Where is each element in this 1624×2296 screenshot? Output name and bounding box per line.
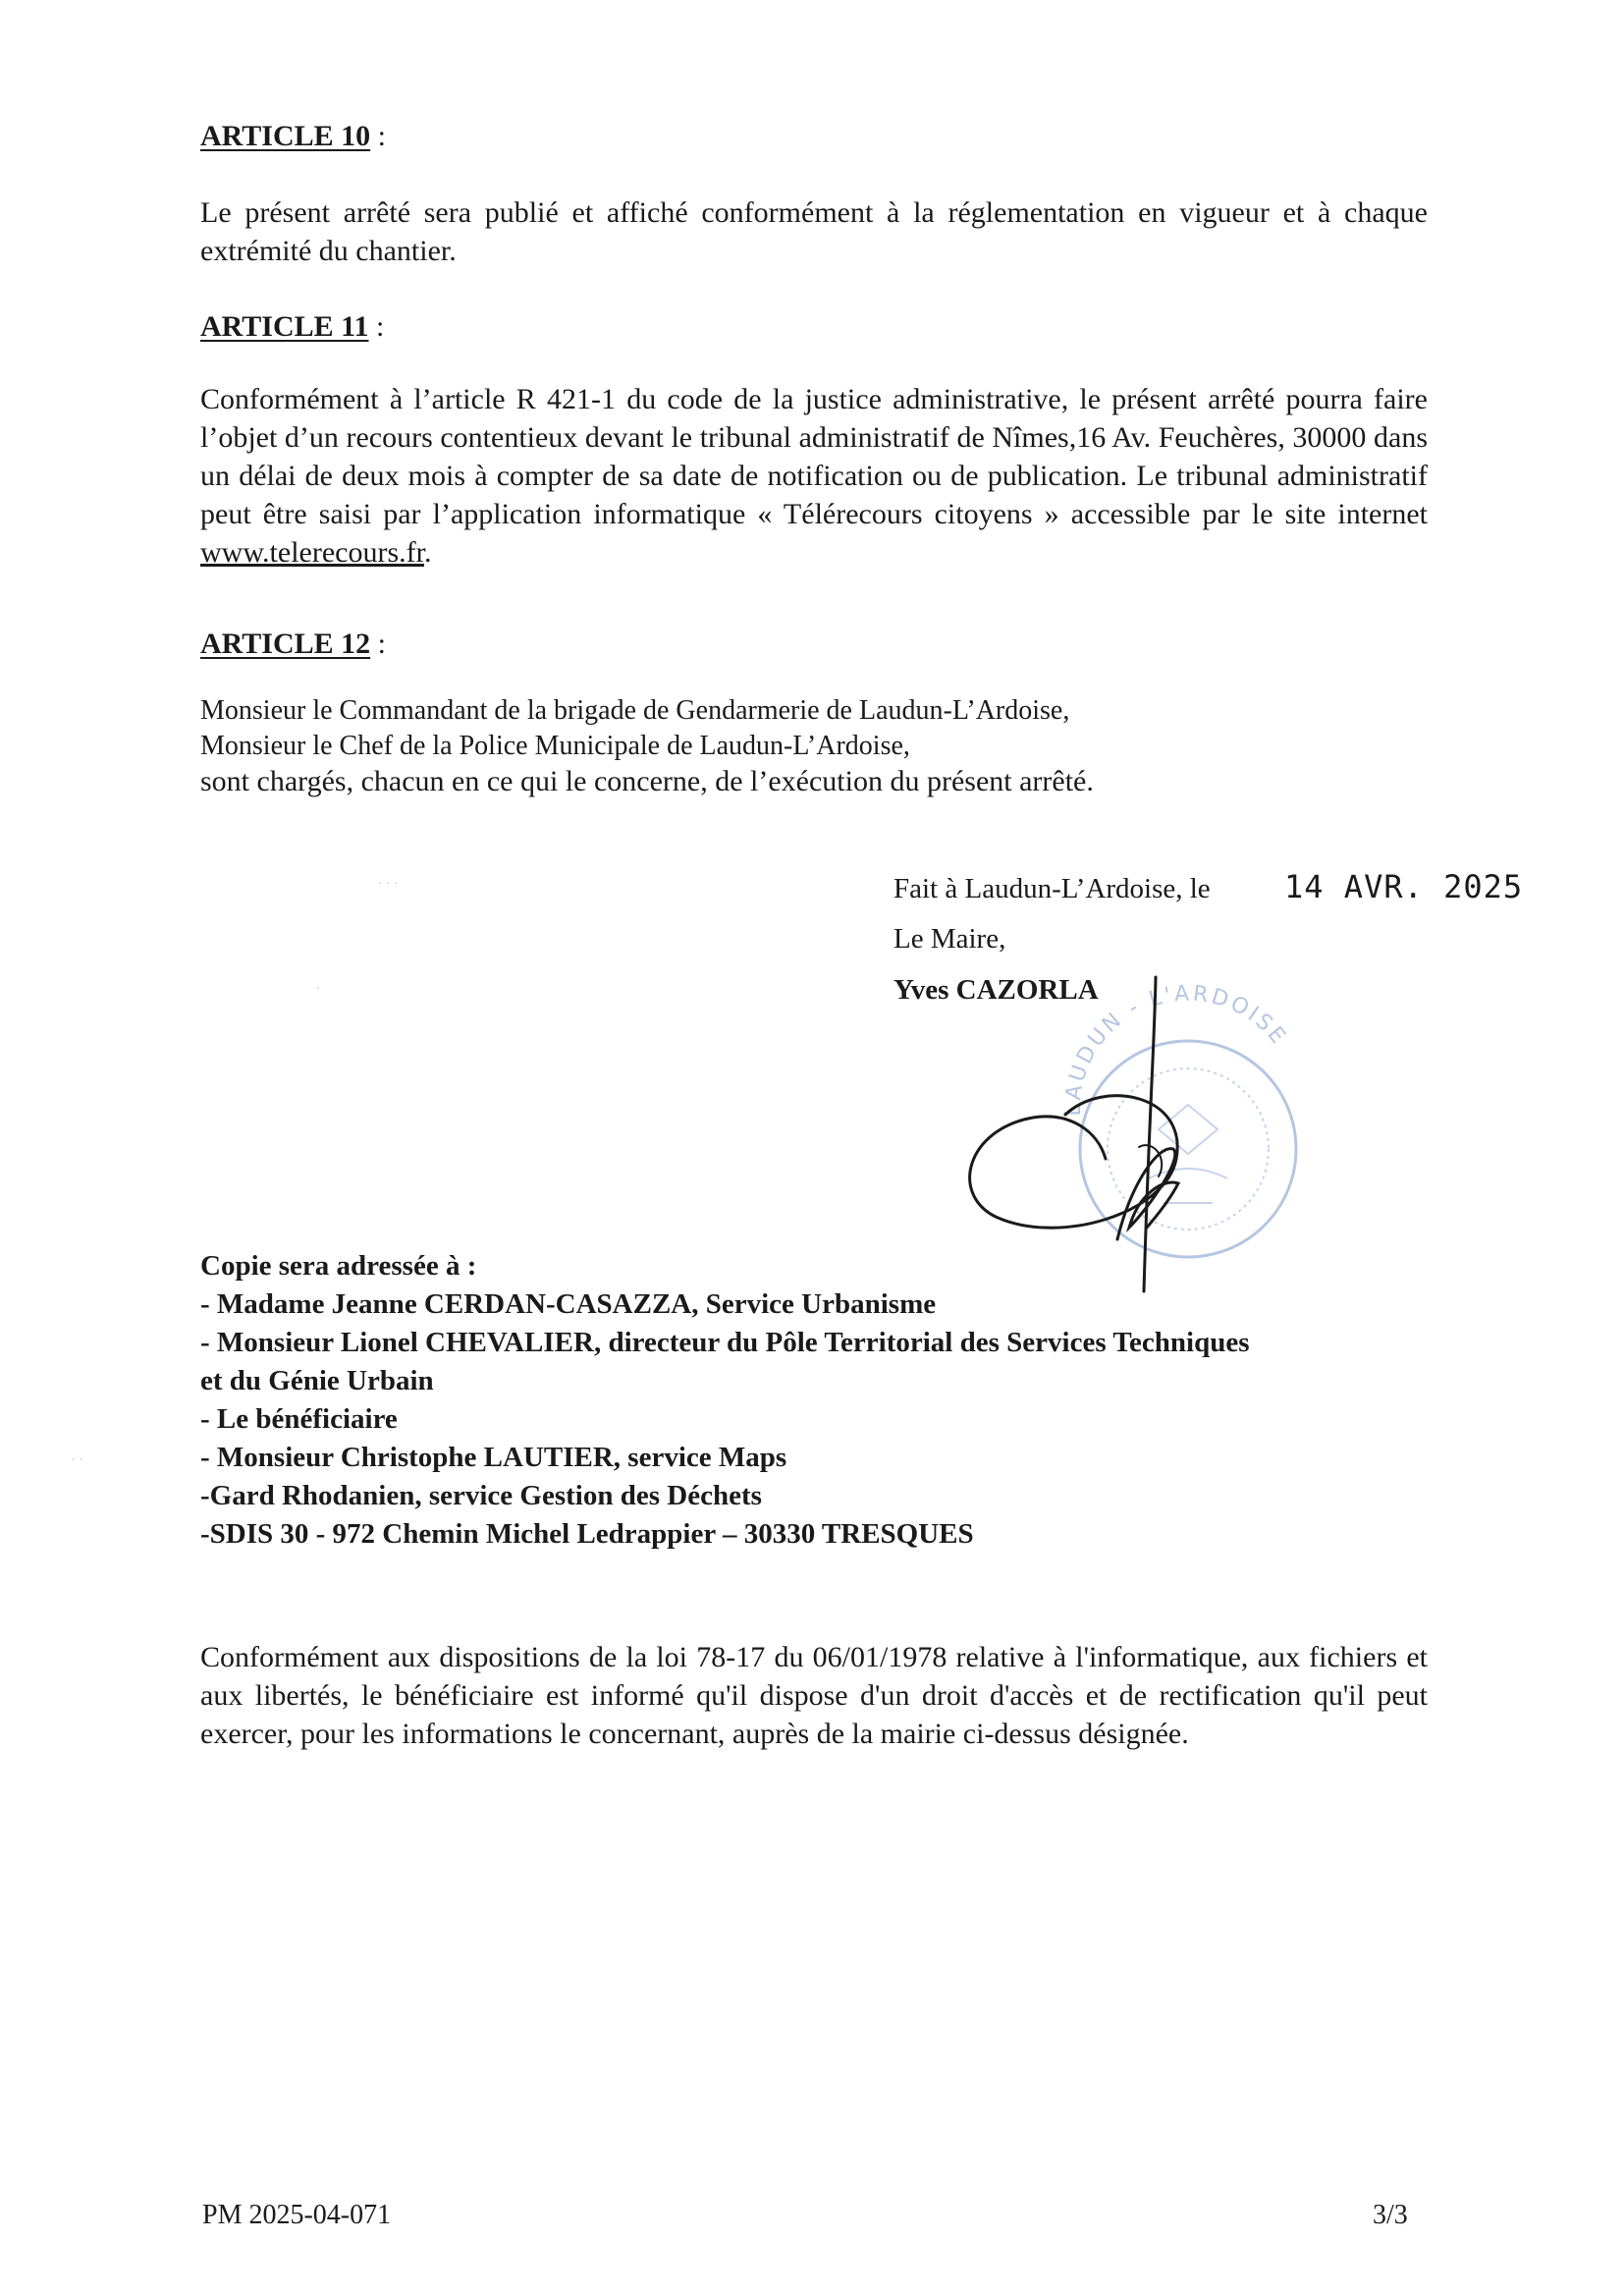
handwritten-signature: [970, 977, 1178, 1291]
article-10-title: ARTICLE 10: [200, 120, 371, 152]
article-11-body-end: .: [423, 536, 432, 569]
telerecours-link[interactable]: www.telerecours.fr: [200, 536, 424, 569]
article-12-line-1: Monsieur le Commandant de la brigade de Gendarmerie de Laudun-L’Ardoise,: [200, 695, 1070, 726]
copies-item: - Monsieur Lionel CHEVALIER, directeur du Pôle Territorial des Services Techniques: [200, 1327, 1250, 1358]
article-10-text: Le présent arrêté sera publié et affiché conformément à la réglementation en vigueur et à chaque extrémité du chantier.: [200, 196, 1428, 267]
copies-item: -Gard Rhodanien, service Gestion des Déchets: [200, 1480, 762, 1511]
copies-item: - Monsieur Christophe LAUTIER, service Maps: [200, 1442, 787, 1473]
document-reference: PM 2025-04-071: [202, 2200, 392, 2230]
article-12-line-3: sont chargés, chacun en ce qui le concerne, de l’exécution du présent arrêté.: [200, 765, 1094, 797]
copies-heading: Copie sera adressée à :: [200, 1250, 477, 1282]
official-seal: [1061, 982, 1296, 1257]
date-stamp: 14 AVR. 2025: [1284, 868, 1524, 905]
article-12-line-2: Monsieur le Chef de la Police Municipale de Laudun-L’Ardoise,: [200, 731, 910, 761]
article-10-separator: :: [370, 120, 386, 152]
signature-title: Le Maire,: [893, 923, 1006, 955]
privacy-notice: Conformément aux dispositions de la loi 78-17 du 06/01/1978 relative à l'informatique, aux fichiers et aux libertés, le bénéficiaire est informé qu'il dispose d'un droit d'accès et de rectification qu'il peut exercer, pour les informations le concernant, auprès de la mairie ci-dessus désignée.: [200, 1641, 1428, 1750]
copies-block: [200, 1247, 1437, 1554]
article-11-title: ARTICLE 11: [200, 310, 369, 343]
article-12-separator: :: [370, 628, 386, 660]
page-number: 3/3: [1373, 2200, 1408, 2230]
article-12-title: ARTICLE 12: [200, 628, 371, 660]
article-11-separator: :: [368, 310, 385, 343]
copies-item: - Madame Jeanne CERDAN-CASAZZA, Service Urbanisme: [200, 1288, 937, 1320]
copies-item: -SDIS 30 - 972 Chemin Michel Ledrappier – 30330 TRESQUES: [200, 1518, 974, 1550]
article-11-body: Conformément à l’article R 421-1 du code de la justice administrative, le présent arrêté pourra faire l’objet d’un recours contentieux devant le tribunal administratif de Nîmes,16 Av. Feuchères, 30000 dans un délai de deux mois à compter de sa date de notification ou de publication. Le tribunal administratif peut être saisi par l’application informatique « Télérecours citoyens » accessible par le site internet: [200, 383, 1428, 530]
signature-place: Fait à Laudun-L’Ardoise, le: [893, 873, 1211, 904]
copies-item: et du Génie Urbain: [200, 1365, 434, 1396]
signature-name: Yves CAZORLA: [893, 974, 1099, 1006]
scan-speck: ·: [316, 982, 321, 997]
copies-item: - Le bénéficiaire: [200, 1403, 398, 1435]
scan-speck: · ·: [71, 1453, 83, 1468]
seal-text: LAUDUN - L'ARDOISE: [1060, 981, 1292, 1117]
scan-speck: · · ·: [378, 877, 399, 892]
